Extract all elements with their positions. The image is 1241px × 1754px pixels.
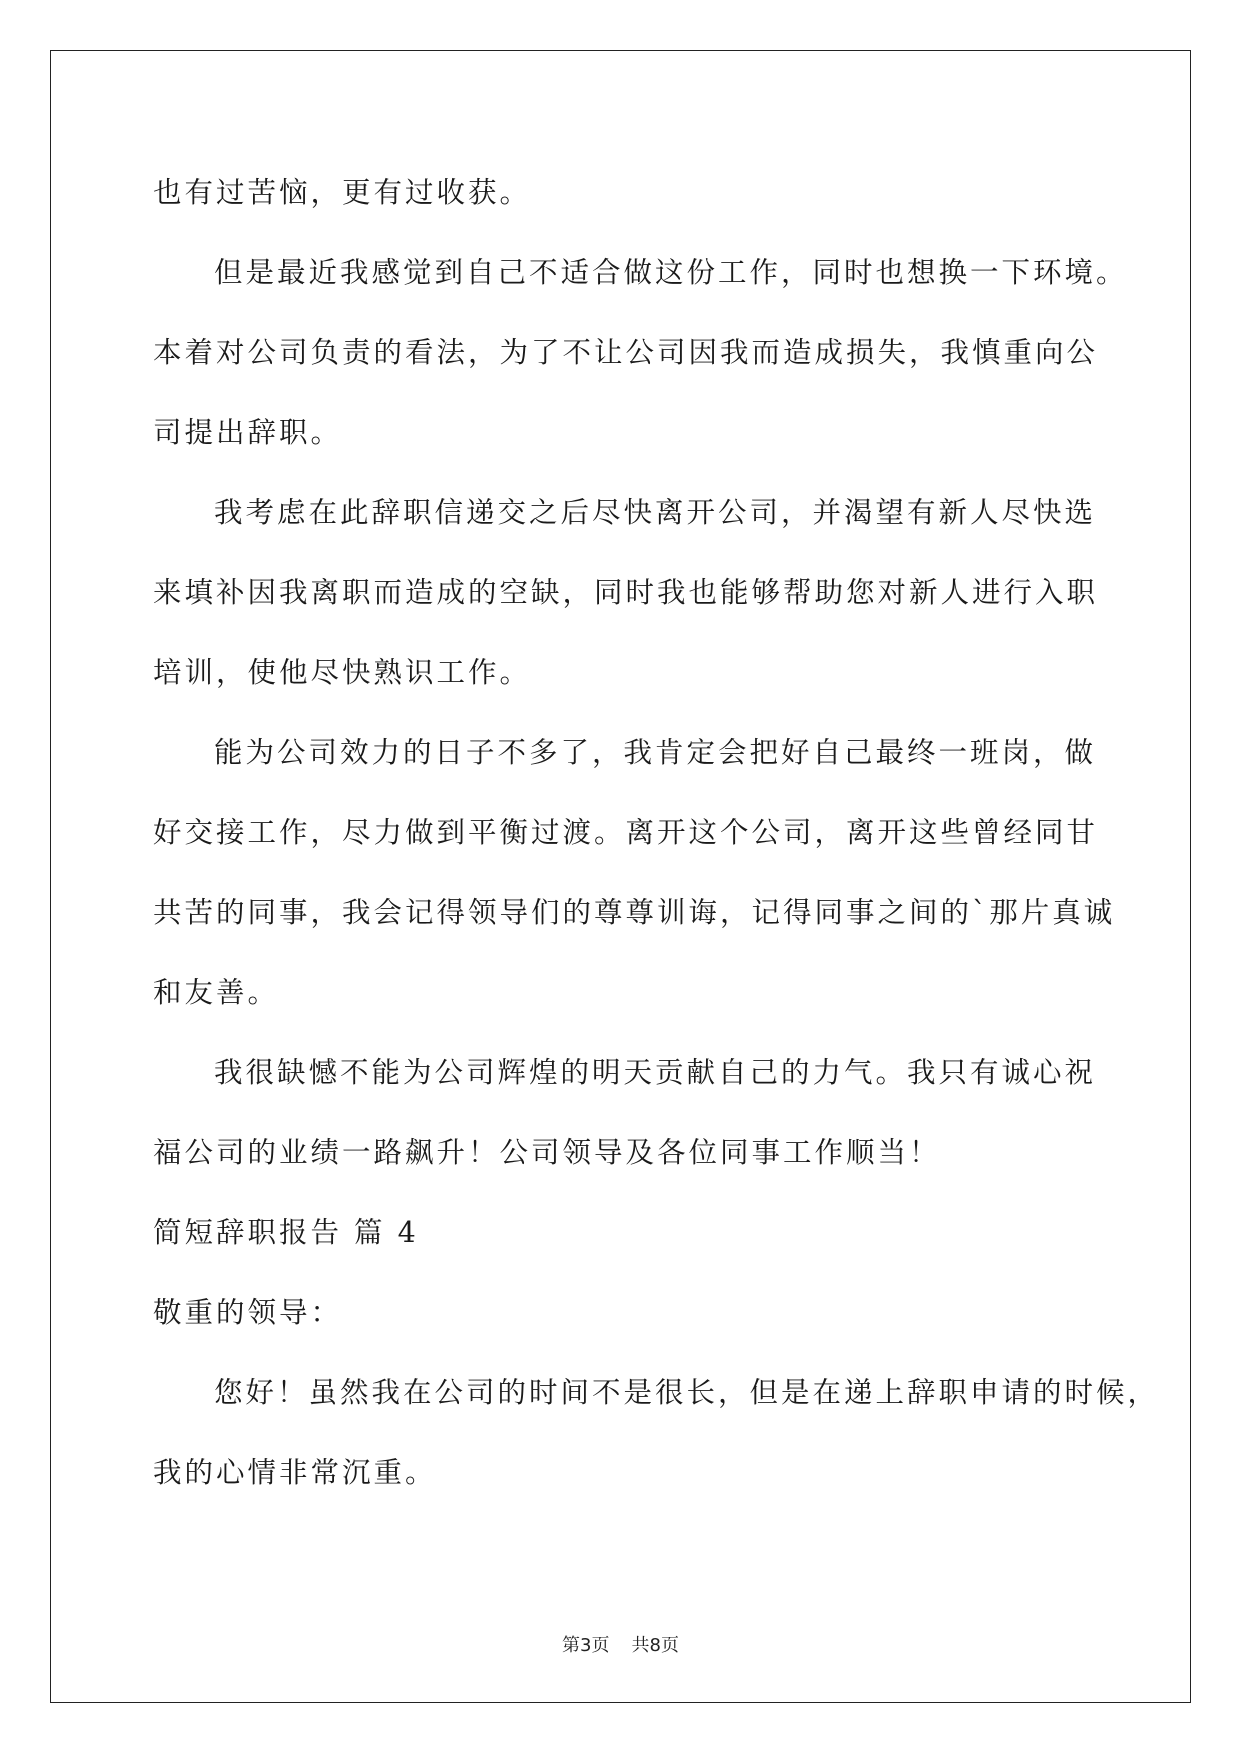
text-line: 和友善。	[153, 976, 280, 1009]
page-footer	[0, 1634, 1241, 1658]
text-line: 司提出辞职。	[153, 416, 343, 449]
section-heading: 简短辞职报告 篇 4	[153, 1216, 419, 1249]
text-line: 好交接工作，尽力做到平衡过渡。离开这个公司，离开这些曾经同甘	[153, 816, 1099, 849]
text-line: 培训，使他尽快熟识工作。	[153, 656, 532, 689]
paragraph-start-line: 能为公司效力的日子不多了，我肯定会把好自己最终一班岗，做	[214, 736, 1097, 769]
text-line: 我的心情非常沉重。	[153, 1456, 437, 1489]
text-line: 福公司的业绩一路飙升！公司领导及各位同事工作顺当！	[153, 1136, 941, 1169]
text-line: 本着对公司负责的看法，为了不让公司因我而造成损失，我慎重向公	[153, 336, 1099, 369]
paragraph-start-line: 我很缺憾不能为公司辉煌的明天贡献自己的力气。我只有诚心祝	[214, 1056, 1097, 1089]
text-line: 共苦的同事，我会记得领导们的尊尊训诲，记得同事之间的`那片真诚	[153, 896, 1116, 929]
salutation: 敬重的领导：	[153, 1296, 343, 1329]
text-line: 来填补因我离职而造成的空缺，同时我也能够帮助您对新人进行入职	[153, 576, 1099, 609]
paragraph-start-line: 您好！虽然我在公司的时间不是很长，但是在递上辞职申请的时候，	[214, 1376, 1160, 1409]
text-line: 也有过苦恼，更有过收获。	[153, 176, 532, 209]
paragraph-start-line: 我考虑在此辞职信递交之后尽快离开公司，并渴望有新人尽快选	[214, 496, 1097, 529]
total-page-count: 共8页	[631, 1635, 679, 1656]
current-page-number: 第3页	[562, 1635, 610, 1656]
paragraph-start-line: 但是最近我感觉到自己不适合做这份工作，同时也想换一下环境。	[214, 256, 1128, 289]
